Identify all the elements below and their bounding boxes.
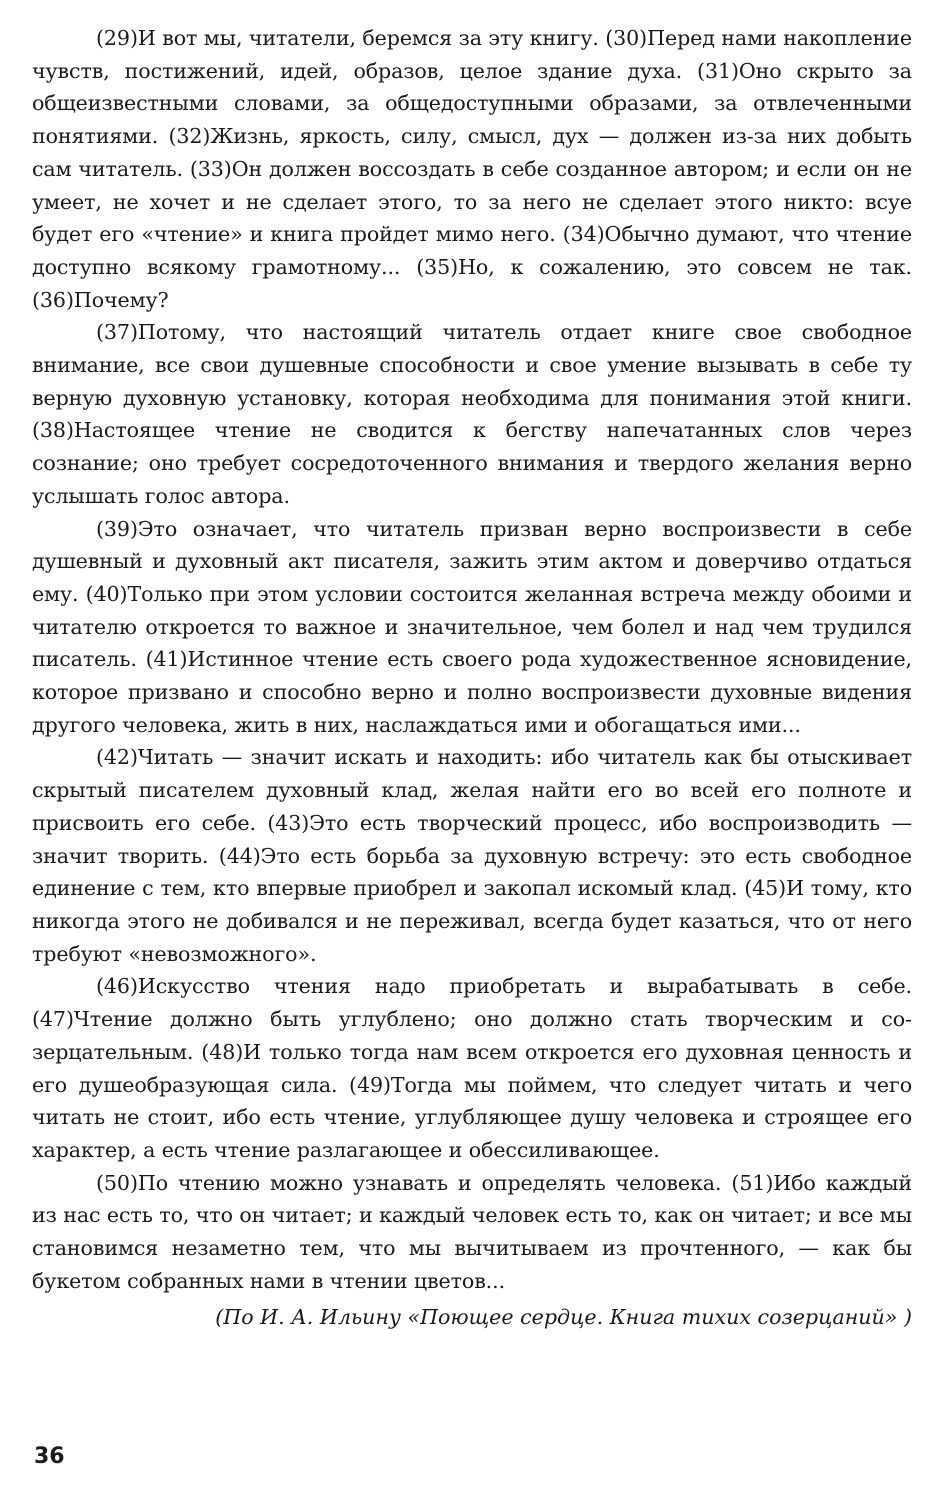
paragraph-46-49: (46)Искусство чтения надо приобретать и вырабатывать в себе. (47)Чтение должно быть углублено; оно должно стать творческим и созерцательным. (48)И только тогда нам всем откроется его духовная ценность и его душеобразующая сила. (49)Тогда мы поймем, что следует читать и чего читать не стоит, ибо есть чтение, углубляющее душу человека и строящее его характер, а есть чтение разлагающее и обессиливающее. [32, 974, 912, 1162]
paragraph-50-51: (50)По чтению можно узнавать и определять человека. (51)Ибо каждый из нас есть то, что он читает; и каждый человек есть то, как он читает; и все мы становимся незаметно тем, что мы вычитываем из прочтенного, — как бы букетом собранных нами в чтении цветов... [32, 1170, 912, 1293]
paragraph-29-36: (29)И вот мы, читатели, беремся за эту книгу. (30)Перед нами накопление чувств, постижений, идей, образов, целое здание духа. (31)Оно скрыто за общеизвестными словами, за общедоступными образами, за отвлеченными понятиями. (32)Жизнь, яркость, силу, смысл, дух — должен из-за них добыть сам читатель. (33)Он должен воссоздать в себе созданное автором; и если он не умеет, не хочет и не сделает этого, то за него не сделает этого никто: всуе будет его «чтение» и книга пройдет мимо него. (34)Обычно думают, что чтение доступно всякому грамотному... (35)Но, к сожалению, это совсем не так. (36)Почему? [32, 26, 912, 312]
source-citation: (По И. А. Ильину «Поющее сердце. Книга тихих созерцаний» ) [215, 1305, 912, 1330]
paragraph-42-45: (42)Читать — значит искать и находить: ибо читатель как бы отыскивает скрытый писателем духовный клад, желая найти его во всей его полноте и присвоить его себе. (43)Это есть творческий процесс, ибо воспроизводить — значит творить. (44)Это есть борьба за духовную встречу: это есть свободное единение с тем, кто впервые приобрел и закопал искомый клад. (45)И тому, кто никогда этого не добивался и не переживал, всегда будет казаться, что от него требуют «невозможного». [32, 745, 912, 966]
document-page [32, 22, 912, 1334]
paragraph-39-41: (39)Это означает, что читатель призван верно воспроизвести в себе душевный и духовный акт писателя, зажить этим актом и доверчиво отдаться ему. (40)Только при этом условии состоится желанная встреча между обоими и читателю откроется то важное и значительное, чем болел и над чем трудился писатель. (41)Истинное чтение есть своего рода художественное ясновидение, которое призвано и способно верно и полно воспроизвести духовные видения другого человека, жить в них, наслаждаться ими и обогащаться ими... [32, 516, 912, 737]
page-number: 36 [34, 1444, 65, 1469]
paragraph-37-38: (37)Потому, что настоящий читатель отдает книге свое свободное внимание, все свои душевные способности и свое умение вызывать в себе ту верную духовную установку, которая необходима для понимания этой книги. (38)Настоящее чтение не сводится к бегству напечатанных слов через сознание; оно требует сосредоточенного внимания и твердого желания верно услышать голос автора. [32, 320, 912, 508]
